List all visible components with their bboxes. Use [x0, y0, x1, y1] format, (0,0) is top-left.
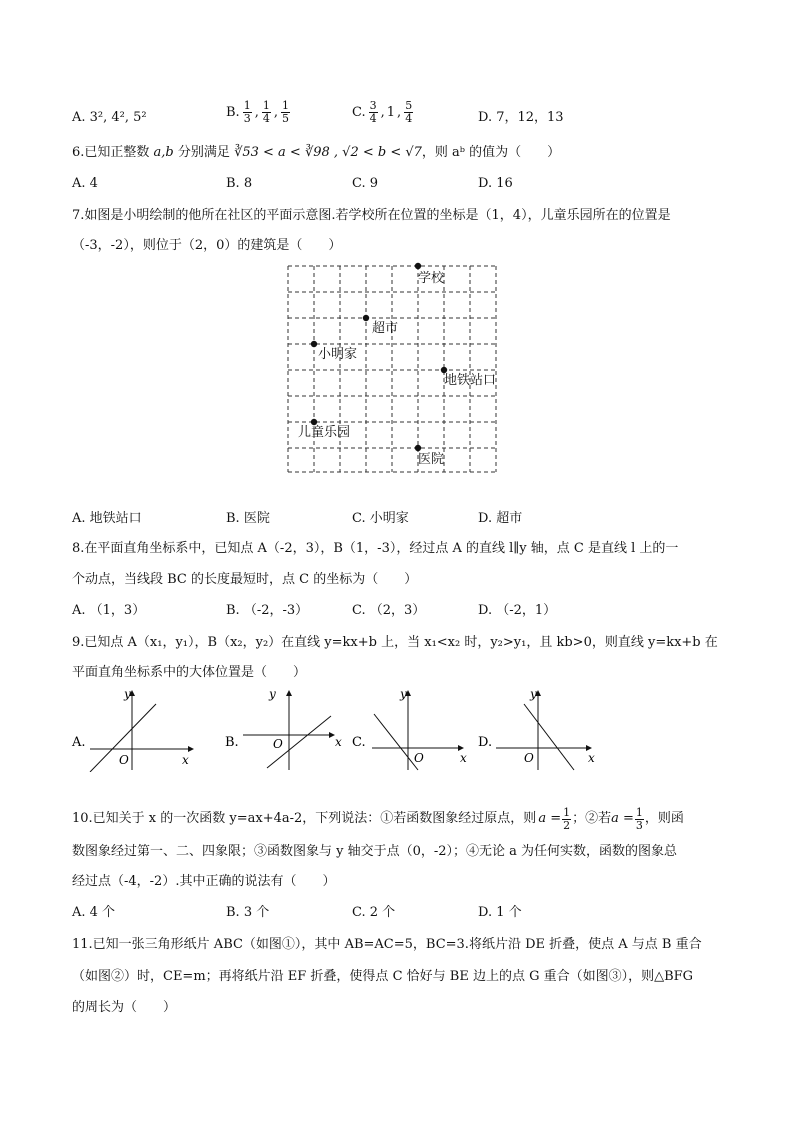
graph-c-y-label: y	[400, 687, 407, 701]
graph-b-origin: O	[273, 737, 283, 751]
q10-line1-part-a: 10.已知关于 x 的一次函数 y=ax+4a-2，下列说法：①若函数图象经过原点，则	[72, 811, 537, 826]
graph-b-y-arrow	[286, 690, 292, 696]
graph-c-line	[374, 714, 418, 770]
q8-stem-line2: 个动点，当线段 BC 的长度最短时，点 C 的坐标为（ ）	[72, 572, 418, 587]
q9-stem-line1: 9.已知点 A（x₁，y₁），B（x₂，y₂）在直线 y=kx+b 上，当 x₁<x₂ 时，y₂>y₁，且 kb>0，则直线 y=kx+b 在	[72, 635, 718, 650]
graph-d-origin: O	[524, 751, 534, 765]
q5-option-c: C. $\frac{3}{4}$ , 1 , $\frac{5}{4}$	[352, 99, 413, 125]
q7-option-c: C. 小明家	[352, 511, 409, 526]
graph-b-y-label: y	[269, 687, 276, 701]
q5-b-frac-3: $\frac{1}{5}$	[281, 99, 289, 125]
q5-b-frac-2: $\frac{1}{4}$	[262, 99, 270, 125]
label-subway: 地铁站口	[444, 373, 497, 388]
label-supermarket: 超市	[372, 321, 399, 336]
q9-graph-c	[350, 686, 480, 772]
graph-d-x-label: x	[588, 751, 595, 765]
q9-graph-b	[225, 686, 355, 772]
q6-condition: ∛53 < a < ∛98 , √2 < b < √7	[234, 145, 422, 160]
q10-frac-2: $\frac{1}{3}$	[635, 805, 643, 832]
graph-c-letter: C.	[352, 735, 366, 750]
q10-a-eq-1: a =	[538, 811, 562, 826]
map-labels	[298, 270, 496, 467]
graph-a-y-label: y	[124, 687, 131, 701]
q6-mid: 分别满足	[177, 145, 230, 160]
q5-c-one: 1	[386, 104, 396, 120]
q10-option-b: B. 3 个	[226, 905, 270, 920]
q8-option-b: B. （-2，-3）	[226, 603, 309, 618]
graph-b-x-label: x	[335, 735, 342, 749]
q10-stem-line2: 数图象经过第一、二、四象限；③函数图象与 y 轴交于点（0，-2）；④无论 a 为任何实数，函数的图象总	[72, 844, 678, 859]
q5-option-a: A. 3², 4², 5²	[72, 110, 147, 125]
graph-a-letter: A.	[72, 735, 86, 750]
q9-graph-d	[476, 686, 606, 772]
q5-c-frac-1: $\frac{3}{4}$	[369, 99, 377, 125]
q6-option-a: A. 4	[72, 176, 98, 191]
graph-a-x-arrow	[188, 746, 194, 752]
point-supermarket	[363, 315, 369, 321]
q10-line1-part-c: ，则函	[644, 811, 684, 826]
q11-stem-line2: （如图②）时，CE=m；再将纸片沿 EF 折叠，使得点 C 恰好与 BE 边上的点 G 重合（如图③），则△BFG	[72, 969, 694, 984]
q10-option-a: A. 4 个	[72, 905, 116, 920]
graph-b-letter: B.	[225, 735, 239, 750]
label-xiaoming-home: 小明家	[318, 347, 358, 362]
graph-d-letter: D.	[478, 735, 493, 750]
map-grid	[288, 266, 496, 472]
q7-option-b: B. 医院	[226, 511, 270, 526]
q9-graph-a	[70, 686, 200, 772]
q6-option-b: B. 8	[226, 176, 253, 191]
q8-option-d: D. （-2，1）	[478, 603, 557, 618]
q6-suffix: ，则 aᵇ 的值为（ ）	[421, 145, 561, 160]
graph-c-origin: O	[414, 751, 424, 765]
q8-option-a: A. （1，3）	[72, 603, 146, 618]
point-school	[415, 263, 421, 269]
q5-option-d: D. 7，12，13	[478, 110, 564, 125]
q11-stem-line1: 11.已知一张三角形纸片 ABC（如图①），其中 AB=AC=5，BC=3.将纸片沿 DE 折叠，使点 A 与点 B 重合	[72, 937, 702, 952]
q6-option-d: D. 16	[478, 176, 513, 191]
graph-a-x-label: x	[182, 753, 189, 767]
graph-a-origin: O	[119, 753, 129, 767]
label-school: 学校	[418, 271, 445, 286]
q10-option-d: D. 1 个	[478, 905, 522, 920]
q10-stem-line1	[72, 806, 684, 832]
q10-line1-part-b: ；②若	[572, 811, 612, 826]
q10-option-c: C. 2 个	[352, 905, 396, 920]
q5-option-b-label: B.	[226, 104, 240, 120]
q7-stem-line2: （-3，-2），则位于（2，0）的建筑是（ ）	[72, 238, 342, 253]
q7-community-map	[286, 262, 516, 476]
label-playground: 儿童乐园	[298, 425, 351, 440]
q6-vars: a,b	[153, 145, 174, 160]
q5-option-c-label: C.	[352, 104, 366, 120]
point-hospital	[415, 445, 421, 451]
q5-option-b: B. $\frac{1}{3}$ , $\frac{1}{4}$ , $\frac{1}{5}$	[226, 99, 289, 125]
q11-stem-line3: 的周长为（ ）	[72, 1000, 177, 1015]
graph-d-y-label: y	[530, 687, 537, 701]
q5-b-frac-1: $\frac{1}{3}$	[243, 99, 251, 125]
q8-option-c: C. （2，3）	[352, 603, 426, 618]
q7-option-a: A. 地铁站口	[72, 511, 142, 526]
q6-option-c: C. 9	[352, 176, 379, 191]
q8-stem-line1: 8.在平面直角坐标系中，已知点 A（-2，3），B（1，-3），经过点 A 的直线 l∥y 轴，点 C 是直线 l 上的一	[72, 541, 679, 556]
q10-a-eq-2: a =	[611, 811, 634, 826]
q7-option-d: D. 超市	[478, 511, 523, 526]
q9-stem-line2: 平面直角坐标系中的大体位置是（ ）	[72, 665, 307, 680]
graph-c-x-label: x	[460, 751, 467, 765]
q10-frac-1: $\frac{1}{2}$	[563, 805, 571, 832]
q6-prefix: 6.已知正整数	[72, 145, 150, 160]
q7-stem-line1: 7.如图是小明绘制的他所在社区的平面示意图.若学校所在位置的坐标是（1，4），儿童乐园所在的位置是	[72, 208, 671, 223]
q6-stem	[72, 143, 560, 163]
point-xiaoming-home	[311, 341, 317, 347]
q5-c-frac-2: $\frac{5}{4}$	[405, 99, 413, 125]
q10-stem-line3: 经过点（-4，-2）.其中正确的说法有（ ）	[72, 874, 336, 889]
label-hospital: 医院	[418, 452, 445, 467]
